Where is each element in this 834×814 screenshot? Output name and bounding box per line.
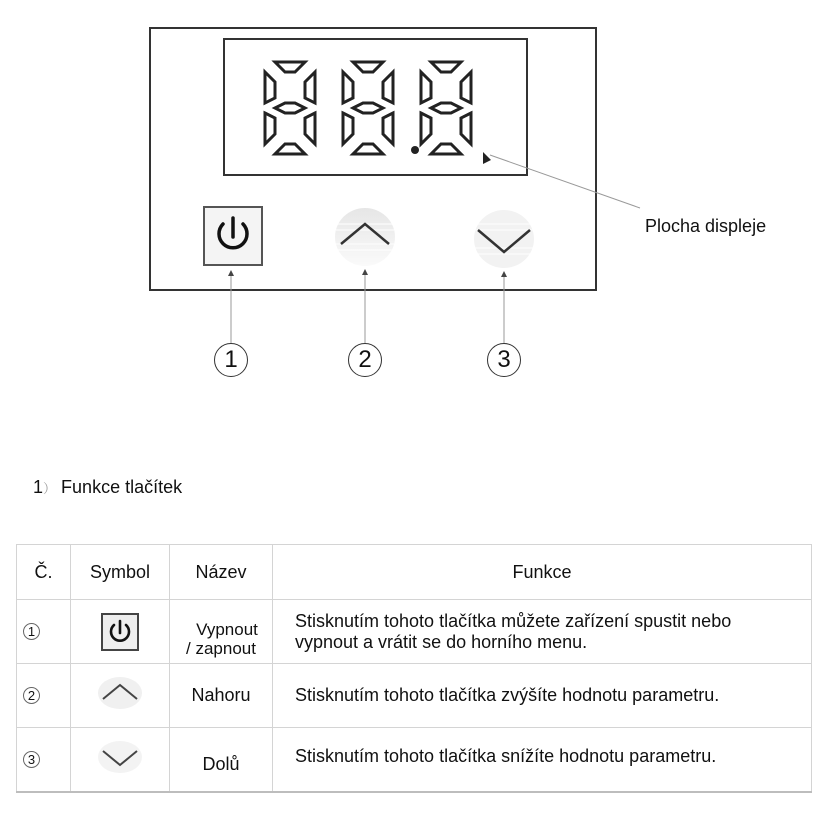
digit-2-segment-b <box>383 72 393 103</box>
function-table <box>16 544 812 793</box>
seven-segment-display <box>223 38 528 176</box>
callout-number-1: 1 <box>214 343 248 377</box>
table-row <box>17 600 812 664</box>
digit-1-segment-e <box>265 113 275 144</box>
digit-1-segment-c <box>305 113 315 144</box>
power-icon <box>205 208 261 264</box>
section-bracket: ） <box>43 481 57 496</box>
digit-3-segment-f <box>421 72 431 103</box>
section-number: 1 <box>33 477 44 497</box>
header-function: Funkce <box>273 545 812 600</box>
row-function: Stisknutím tohoto tlačítka můžete zařízení spustit nebo vypnout a vrátit se do horního menu. <box>295 610 732 652</box>
header-symbol: Symbol <box>71 545 170 600</box>
digit-3-segment-b <box>461 72 471 103</box>
chevron-up-icon <box>97 676 143 710</box>
row-number: 1 <box>23 623 40 640</box>
digit-1-segment-d <box>275 144 305 154</box>
chevron-up-icon <box>333 206 397 268</box>
display-area-label: Plocha displeje <box>645 216 767 236</box>
decimal-point <box>411 146 419 154</box>
chevron-down-icon <box>97 740 143 774</box>
section-title-text: Funkce tlačítek <box>61 477 183 497</box>
display-digits <box>225 40 526 174</box>
digit-1-segment-a <box>275 62 305 72</box>
row-name-line1: Vypnout <box>196 619 258 639</box>
callout-number-3: 3 <box>487 343 521 377</box>
row-number: 3 <box>23 751 40 768</box>
digit-2-segment-e <box>343 113 353 144</box>
power-button[interactable] <box>203 206 263 266</box>
digit-3-segment-g <box>431 103 461 113</box>
down-button[interactable] <box>472 208 536 270</box>
digit-2-segment-f <box>343 72 353 103</box>
up-button[interactable] <box>333 206 397 268</box>
row-function: Stisknutím tohoto tlačítka snížíte hodnotu parametru. <box>295 746 717 766</box>
row-function: Stisknutím tohoto tlačítka zvýšíte hodnotu parametru. <box>295 685 720 705</box>
section-heading <box>33 477 182 498</box>
power-icon <box>101 613 139 651</box>
header-no: Č. <box>17 545 71 600</box>
callout-number-2: 2 <box>348 343 382 377</box>
digit-3-segment-c <box>461 113 471 144</box>
digit-2-segment-c <box>383 113 393 144</box>
row-name-line2: / zapnout <box>186 638 256 658</box>
table-header-row <box>17 545 812 600</box>
row-name: Nahoru <box>191 685 251 705</box>
chevron-down-icon <box>472 208 536 270</box>
digit-1-segment-g <box>275 103 305 113</box>
display-indicator-arrow <box>483 152 491 164</box>
digit-1-segment-b <box>305 72 315 103</box>
row-name: Dolů <box>202 754 240 774</box>
digit-3-segment-a <box>431 62 461 72</box>
digit-2-segment-g <box>353 103 383 113</box>
digit-3-segment-d <box>431 144 461 154</box>
digit-2-segment-d <box>353 144 383 154</box>
digit-1-segment-f <box>265 72 275 103</box>
row-number: 2 <box>23 687 40 704</box>
header-name: Název <box>170 545 273 600</box>
digit-3-segment-e <box>421 113 431 144</box>
table-row <box>17 728 812 793</box>
digit-2-segment-a <box>353 62 383 72</box>
table-row <box>17 664 812 728</box>
